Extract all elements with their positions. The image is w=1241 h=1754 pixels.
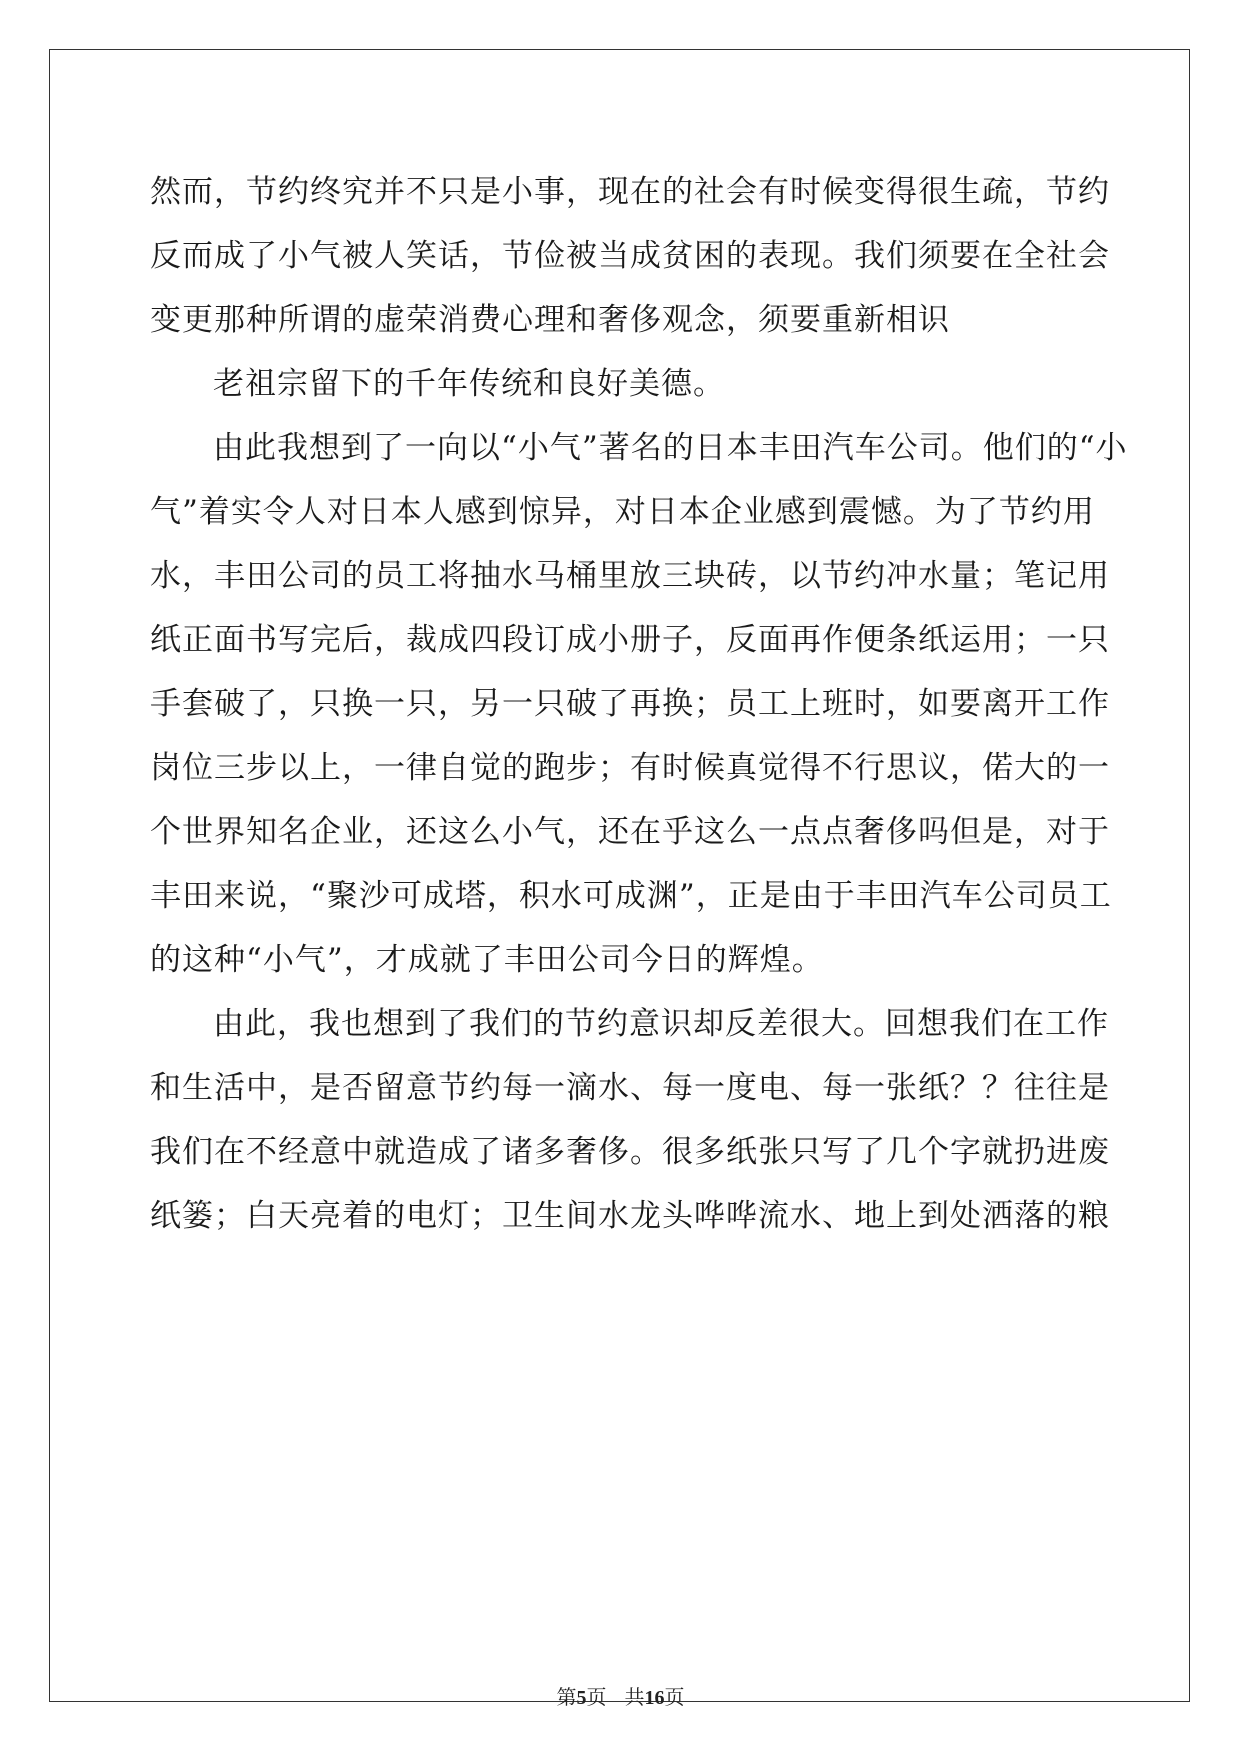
- document-body: [150, 160, 1128, 1248]
- page-number: 5: [576, 1687, 587, 1709]
- total-suffix: 页: [664, 1685, 685, 1709]
- paragraph-start-line: 由此我想到了一向以“小气”著名的日本丰田汽车公司。他们的“小: [213, 430, 1128, 466]
- text-line: 手套破了，只换一只，另一只破了再换；员工上班时，如要离开工作: [150, 686, 1110, 722]
- total-prefix: 共: [624, 1685, 645, 1709]
- page-suffix: 页: [586, 1685, 607, 1709]
- page-footer: [0, 1683, 1241, 1712]
- text-line: 反而成了小气被人笑话，节俭被当成贫困的表现。我们须要在全社会: [150, 238, 1110, 274]
- text-line: 纸篓；白天亮着的电灯；卫生间水龙头哗哗流水、地上到处洒落的粮: [150, 1198, 1110, 1234]
- text-line: 水，丰田公司的员工将抽水马桶里放三块砖，以节约冲水量；笔记用: [150, 558, 1110, 594]
- text-line: 纸正面书写完后，裁成四段订成小册子，反面再作便条纸运用；一只: [150, 622, 1110, 658]
- paragraph-start-line: 老祖宗留下的千年传统和良好美德。: [213, 366, 725, 402]
- total-pages: 16: [644, 1687, 665, 1709]
- text-line: 的这种“小气”，才成就了丰田公司今日的辉煌。: [150, 942, 824, 978]
- text-line: 个世界知名企业，还这么小气，还在乎这么一点点奢侈吗但是，对于: [150, 814, 1110, 850]
- text-line: 丰田来说，“聚沙可成塔，积水可成渊”，正是由于丰田汽车公司员工: [150, 878, 1112, 914]
- page-prefix: 第: [556, 1685, 577, 1709]
- text-line: 然而，节约终究并不只是小事，现在的社会有时候变得很生疏，节约: [150, 174, 1110, 210]
- text-line: 和生活中，是否留意节约每一滴水、每一度电、每一张纸？？往往是: [150, 1070, 1110, 1106]
- text-line: 我们在不经意中就造成了诸多奢侈。很多纸张只写了几个字就扔进废: [150, 1134, 1110, 1170]
- text-line: 变更那种所谓的虚荣消费心理和奢侈观念，须要重新相识: [150, 302, 950, 338]
- text-line: 岗位三步以上，一律自觉的跑步；有时候真觉得不行思议，偌大的一: [150, 750, 1110, 786]
- paragraph-start-line: 由此，我也想到了我们的节约意识却反差很大。回想我们在工作: [213, 1006, 1109, 1042]
- text-line: 气”着实令人对日本人感到惊异，对日本企业感到震憾。为了节约用: [150, 494, 1095, 530]
